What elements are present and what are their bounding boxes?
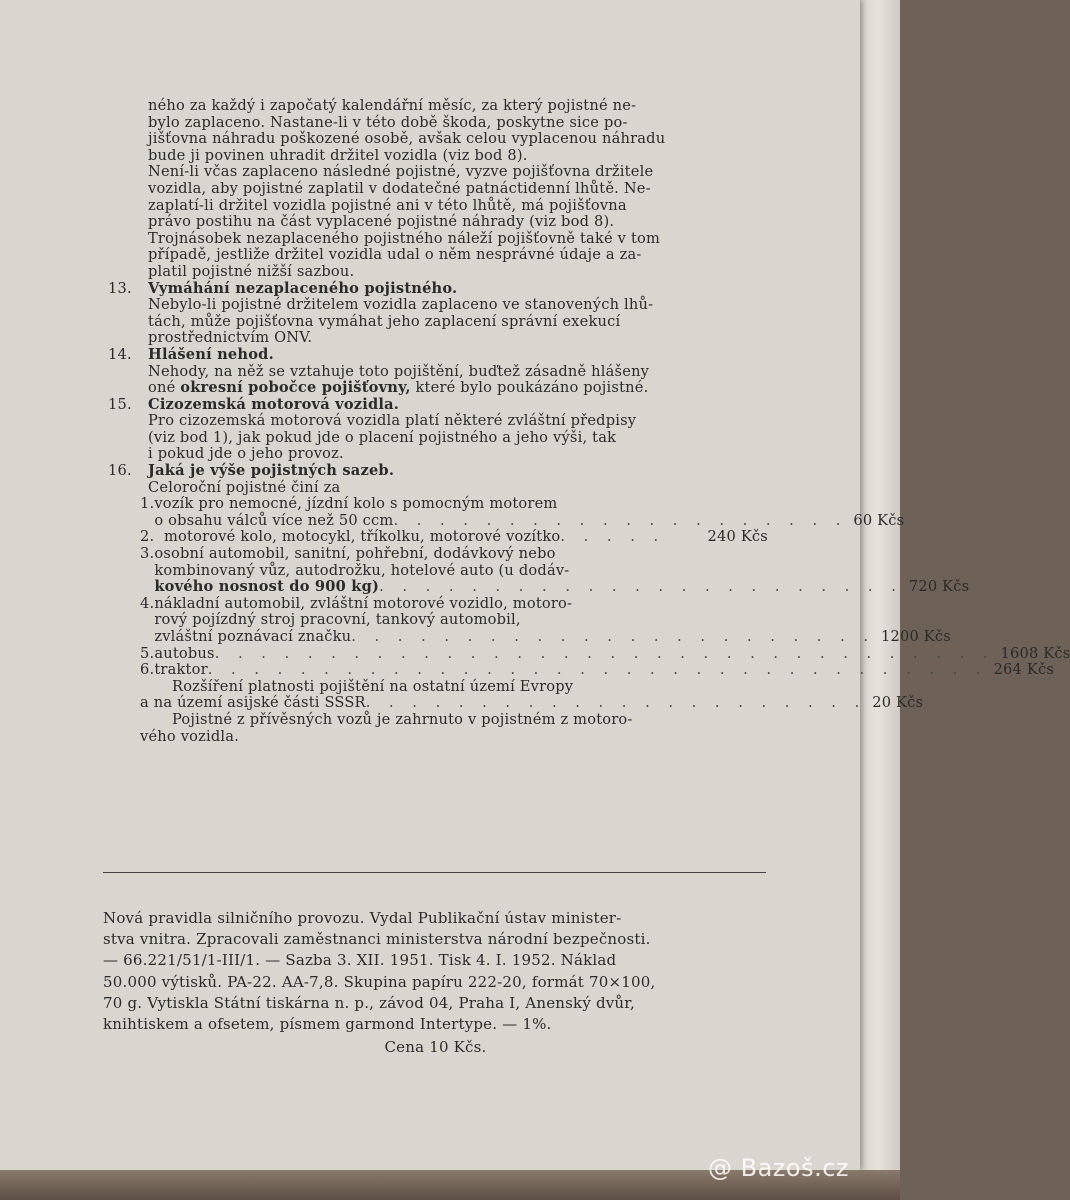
dot-leader: . . . . . . . . . . . . . . . . . . . . . . . (351, 628, 876, 645)
dot-leader: . . . . . . . . . . . . . . . . . . . . . . . . . . . . . . . . . . (207, 661, 988, 679)
rate-item (108, 661, 1055, 679)
rate-list (108, 495, 1070, 679)
main-text (108, 97, 1070, 745)
section-title: Cizozemská motorová vozidla. (148, 395, 400, 413)
text-line: Nebylo-li pojistné držitelem vozidla zaplaceno ve stanovených lhů- (148, 296, 654, 314)
rate-item-text: kového nosnost do 900 kg) (154, 578, 380, 596)
colophon-line: stva vnitra. Zpracovali zaměstnanci ministerstva národní bezpečnosti. (103, 930, 651, 949)
section-number: 13. (108, 279, 132, 297)
text-line: nákladní automobil, zvláštní motorové vozidlo, motoro- (154, 594, 573, 612)
colophon-line: Nová pravidla silničního provozu. Vydal Publikační ústav minister- (103, 909, 622, 927)
text-line: Není-li včas zaplaceno následné pojistné, vyzve pojišťovna držitele (148, 163, 654, 181)
rate-item (108, 545, 970, 596)
section-heading-16 (108, 463, 768, 480)
rate-item-number: 5. (140, 644, 155, 662)
rate-item-number: 4. (140, 594, 155, 612)
text-line: osobní automobil, sanitní, pohřební, dodávkový nebo (154, 545, 556, 563)
text-line: prostřednictvím ONV. (148, 329, 313, 347)
paragraph-continued (108, 98, 768, 281)
rate-item (108, 495, 905, 529)
rate-price: 264 Kčs (993, 661, 1055, 679)
text-line: jišťovna náhradu poškozené osobě, avšak celou vyplacenou náhradu (148, 130, 666, 148)
rate-item-text: motorové kolo, motocykl, tříkolku, motorové vozítko (164, 528, 561, 546)
dot-leader: . . . . . . . . . . . . . . . . . . . . . . . (379, 578, 903, 596)
dot-leader: . . . . . (560, 528, 666, 546)
horizontal-rule (103, 872, 766, 873)
text-line: vozík pro nemocné, jízdní kolo s pomocným motorem (154, 495, 558, 513)
section-number: 16. (108, 462, 132, 480)
rate-item (108, 529, 768, 546)
text-line: Trojnásobek nezaplaceného pojistného náleží pojišťovně také v tom (148, 229, 661, 247)
book-price: Cena 10 Kčs. (384, 1038, 487, 1057)
rate-item (108, 644, 1070, 663)
text-line: případě, jestliže držitel vozidla udal o něm nesprávné údaje a za- (148, 246, 642, 264)
text-line: Pro cizozemská motorová vozidla platí některé zvláštní předpisy (148, 412, 637, 430)
section-heading-15 (108, 397, 768, 414)
rate-price: 1200 Kčs (881, 628, 951, 645)
section-body-15 (108, 413, 768, 463)
dot-leader: . . . . . . . . . . . . . . . . . . . . (393, 511, 848, 529)
colophon-line: knihtiskem a ofsetem, písmem garmond Intertype. — 1%. (103, 1015, 552, 1034)
text-line: vozidla, aby pojistné zaplatil v dodatečné patnáctidenní lhůtě. Ne- (148, 179, 651, 197)
rate-item-text: traktor (154, 661, 208, 679)
section-body-14 (108, 364, 768, 397)
section-title: Hlášení nehod. (148, 345, 274, 363)
section-title: Jaká je výše pojistných sazeb. (148, 462, 395, 480)
section-heading-14 (108, 347, 768, 364)
rate-price: 240 Kčs (707, 528, 768, 546)
rate-item-number: 3. (140, 545, 155, 563)
text-line: kombinovaný vůz, autodrožku, hotelové auto (u dodáv- (154, 561, 570, 579)
section-heading-13 (108, 281, 768, 298)
colophon-line: 70 g. Vytiskla Státní tiskárna n. p., závod 04, Praha I, Anenský dvůr, (103, 993, 635, 1012)
rate-price: 1608 Kčs (1000, 644, 1070, 662)
text-line: ného za každý i započatý kalendářní měsíc, za který pojistné ne- (148, 97, 637, 114)
text-line: rový pojízdný stroj pracovní, tankový automobil, (154, 611, 521, 629)
dot-leader: . . . . . . . . . . . . . . . . . . . . . . . . . . . . . . . . . . (214, 644, 995, 662)
text-line: (viz bod 1), jak pokud jde o placení pojistného a jeho výši, tak (148, 428, 617, 446)
colophon-line: — 66.221/51/1-III/1. — Sazba 3. XII. 1951. Tisk 4. I. 1952. Náklad (103, 951, 617, 970)
text-line: Nehody, na něž se vztahuje toto pojištění, buďtež zásadně hlášeny (148, 362, 650, 380)
rate-item-number: 2. (140, 528, 155, 546)
text-line: vého vozidla. (140, 727, 240, 745)
text-line: bylo zaplaceno. Nastane-li v této době škoda, poskytne sice po- (148, 113, 628, 131)
rate-item-text: o obsahu válců více než 50 ccm (154, 511, 394, 529)
rate-item-number: 1. (140, 495, 155, 513)
rate-item-text: zvláštní poznávací značku (154, 628, 352, 645)
section-number: 15. (108, 395, 132, 413)
rates-intro: Celoroční pojistné činí za (148, 478, 341, 496)
text-line: tách, může pojišťovna vymáhat jeho zaplacení správní exekucí (148, 312, 621, 330)
text-line: zaplatí-li držitel vozidla pojistné ani v této lhůtě, má pojišťovna (148, 196, 627, 214)
dot-leader: . . . . . . . . . . . . . . . . . . . . . . (365, 694, 867, 712)
text-line: platil pojistné nižší sazbou. (148, 262, 355, 280)
text-line: bude ji povinen uhradit držitel vozidla (viz bod 8). (148, 146, 528, 164)
rate-item-number: 6. (140, 661, 155, 679)
text-line: právo postihu na část vyplacené pojistné náhrady (viz bod 8). (148, 213, 615, 231)
rate-price: 60 Kčs (853, 511, 905, 529)
text-line: Rozšíření platnosti pojištění na ostatní území Evropy (172, 677, 574, 695)
watermark: @ Bazoš.cz (708, 1154, 850, 1182)
colophon-line: 50.000 výtisků. PA-22. AA-7,8. Skupina papíru 222-20, formát 70×100, (103, 972, 656, 991)
bold-text: okresní pobočce pojišťovny, (180, 379, 411, 397)
rate-item-text: autobus (154, 644, 215, 662)
text-span: které bylo poukázáno pojistné. (410, 379, 649, 397)
extension-note (108, 677, 924, 745)
text-line: i pokud jde o jeho provoz. (148, 445, 344, 463)
section-title: Vymáhání nezaplaceného pojistného. (148, 279, 458, 297)
text-line (148, 380, 768, 397)
colophon (103, 908, 768, 1058)
text-line: a na území asijské části SSSR (140, 694, 366, 712)
section-number: 14. (108, 345, 132, 363)
rate-price: 720 Kčs (908, 578, 970, 596)
text-span: oné (148, 379, 181, 397)
extension-price: 20 Kčs (872, 694, 924, 712)
section-body-13 (108, 297, 768, 347)
rate-item (108, 594, 951, 646)
text-line: Pojistné z přívěsných vozů je zahrnuto v pojistném z motoro- (172, 710, 633, 728)
